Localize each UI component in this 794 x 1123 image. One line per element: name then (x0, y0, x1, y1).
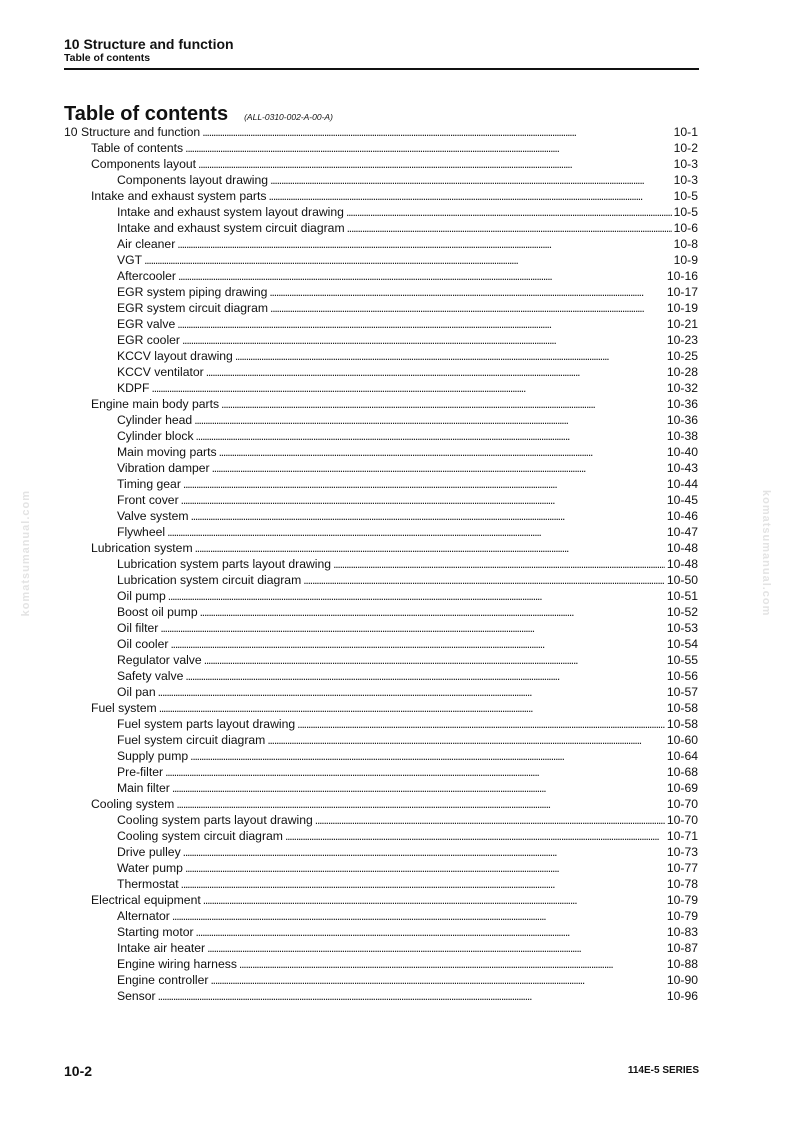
toc-entry-page: 10-23 (666, 333, 698, 347)
toc-entry-page: 10-50 (666, 573, 698, 587)
dot-leader (181, 876, 665, 892)
toc-entry-title: Intake and exhaust system layout drawing (117, 205, 344, 219)
toc-entry[interactable] (64, 588, 698, 604)
toc-entry-page: 10-17 (666, 285, 698, 299)
toc-entry-title: Timing gear (117, 477, 181, 491)
toc-entry[interactable] (64, 684, 698, 700)
toc-entry-page: 10-6 (673, 221, 698, 235)
toc-entry[interactable] (64, 236, 698, 252)
dot-leader (195, 540, 665, 556)
toc-entry-title: EGR valve (117, 317, 176, 331)
toc-entry-title: Fuel system circuit diagram (117, 733, 266, 747)
toc-entry-page: 10-32 (666, 381, 698, 395)
toc-entry-page: 10-60 (666, 733, 698, 747)
toc-entry-page: 10-43 (666, 461, 698, 475)
dot-leader (160, 620, 665, 636)
toc-entry-title: EGR cooler (117, 333, 180, 347)
toc-entry-title: Engine wiring harness (117, 957, 237, 971)
toc-entry-title: Water pump (117, 861, 183, 875)
dot-leader (185, 668, 664, 684)
toc-entry-title: Intake air heater (117, 941, 206, 955)
dot-leader (202, 124, 671, 140)
toc-entry-page: 10-5 (673, 205, 698, 219)
dot-leader (210, 972, 664, 988)
toc-entry-page: 10-53 (666, 621, 698, 635)
toc-entry-title: Front cover (117, 493, 179, 507)
dot-leader (165, 764, 665, 780)
toc-entry[interactable] (64, 636, 698, 652)
toc-entry[interactable] (64, 876, 698, 892)
toc-heading (64, 102, 333, 126)
toc-entry[interactable] (64, 716, 698, 732)
toc-entry[interactable] (64, 748, 698, 764)
dot-leader (221, 396, 665, 412)
dot-leader (268, 188, 671, 204)
toc-entry-page: 10-3 (673, 173, 698, 187)
dot-leader (190, 748, 665, 764)
dot-leader (159, 700, 665, 716)
toc-entry[interactable] (64, 156, 698, 172)
dot-leader (196, 428, 665, 444)
toc-entry-title: Air cleaner (117, 237, 176, 251)
toc-entry[interactable] (64, 860, 698, 876)
dot-leader (219, 444, 665, 460)
dot-leader (182, 332, 665, 348)
toc-entry[interactable] (64, 172, 698, 188)
toc-entry-page: 10-38 (666, 429, 698, 443)
toc-entry[interactable] (64, 764, 698, 780)
toc-entry-page: 10-88 (666, 957, 698, 971)
toc-entry-page: 10-70 (666, 813, 698, 827)
toc-entry-title: Oil pump (117, 589, 166, 603)
dot-leader (347, 220, 672, 236)
toc-entry-title: Safety valve (117, 669, 184, 683)
dot-leader (346, 204, 672, 220)
toc-entry[interactable] (64, 268, 698, 284)
toc-entry[interactable] (64, 492, 698, 508)
page-header (64, 36, 699, 70)
toc-entry-title: Cooling system parts layout drawing (117, 813, 313, 827)
toc-entry[interactable] (64, 540, 698, 556)
section-title: Table of contents (64, 52, 151, 64)
dot-leader (315, 812, 665, 828)
toc-entry[interactable] (64, 924, 698, 940)
toc-entry-title: Vibration damper (117, 461, 210, 475)
toc-entry-title: Boost oil pump (117, 605, 198, 619)
toc-entry-page: 10-83 (666, 925, 698, 939)
toc-entry-page: 10-79 (666, 909, 698, 923)
toc-entry[interactable] (64, 300, 698, 316)
toc-entry-page: 10-44 (666, 477, 698, 491)
toc-entry-page: 10-70 (666, 797, 698, 811)
dot-leader (158, 684, 665, 700)
toc-entry-title: Pre-filter (117, 765, 164, 779)
dot-leader (185, 860, 665, 876)
dot-leader (270, 300, 665, 316)
toc-entry-title: EGR system piping drawing (117, 285, 268, 299)
dot-leader (183, 476, 665, 492)
toc-entry-title: Cylinder block (117, 429, 194, 443)
toc-entry-page: 10-78 (666, 877, 698, 891)
dot-leader (170, 636, 664, 652)
toc-entry[interactable] (64, 252, 698, 268)
dot-leader (212, 460, 665, 476)
dot-leader (204, 652, 665, 668)
toc-entry-title: Valve system (117, 509, 189, 523)
toc-entry-title: Table of contents (91, 141, 184, 155)
toc-entry[interactable] (64, 188, 698, 204)
toc-entry-title: Main filter (117, 781, 170, 795)
toc-entry-title: Sensor (117, 989, 156, 1003)
toc-entry-title: Thermostat (117, 877, 179, 891)
toc-entry[interactable] (64, 364, 698, 380)
toc-entry-page: 10-57 (666, 685, 698, 699)
toc-entry-page: 10-64 (666, 749, 698, 763)
toc-entry-page: 10-90 (666, 973, 698, 987)
toc-entry-title: Cooling system circuit diagram (117, 829, 283, 843)
toc-entry-title: Lubrication system parts layout drawing (117, 557, 332, 571)
toc-entry[interactable] (64, 828, 698, 844)
toc-entry-title: Supply pump (117, 749, 189, 763)
toc-entry-title: Starting motor (117, 925, 194, 939)
toc-entry[interactable] (64, 444, 698, 460)
toc-entry-title: KDPF (117, 381, 150, 395)
toc-entry-page: 10-19 (666, 301, 698, 315)
dot-leader (235, 348, 665, 364)
watermark-left: komatsumanual.com (20, 490, 32, 617)
toc-entry-title: KCCV layout drawing (117, 349, 233, 363)
toc-entry[interactable] (64, 556, 698, 572)
toc-entry-title: Main moving parts (117, 445, 217, 459)
toc-entry-page: 10-54 (666, 637, 698, 651)
toc-entry-page: 10-47 (666, 525, 698, 539)
toc-entry[interactable] (64, 476, 698, 492)
toc-entry-title: Cooling system (91, 797, 175, 811)
dot-leader (183, 844, 665, 860)
dot-leader (177, 236, 671, 252)
toc-entry-page: 10-77 (666, 861, 698, 875)
toc-entry[interactable] (64, 396, 698, 412)
dot-leader (303, 572, 665, 588)
toc-entry-page: 10-58 (666, 717, 698, 731)
toc-entry-title: Oil pan (117, 685, 156, 699)
footer-page-number: 10-2 (64, 1063, 93, 1079)
dot-leader (152, 380, 665, 396)
dot-leader (185, 140, 671, 156)
toc-code: (ALL-0310-002-A-00-A) (244, 112, 333, 122)
dot-leader (297, 716, 665, 732)
toc-entry[interactable] (64, 348, 698, 364)
toc-entry[interactable] (64, 908, 698, 924)
toc-entry[interactable] (64, 972, 698, 988)
toc-entry-title: Fuel system parts layout drawing (117, 717, 296, 731)
toc-entry-page: 10-96 (666, 989, 698, 1003)
dot-leader (269, 284, 664, 300)
toc-entry-title: Regulator valve (117, 653, 202, 667)
toc-entry-title: Engine controller (117, 973, 209, 987)
toc-entry[interactable] (64, 956, 698, 972)
toc-entry-page: 10-25 (666, 349, 698, 363)
toc-entry[interactable] (64, 940, 698, 956)
dot-leader (176, 796, 665, 812)
toc-entry[interactable] (64, 604, 698, 620)
toc-entry-title: Aftercooler (117, 269, 176, 283)
toc-entry[interactable] (64, 316, 698, 332)
toc-entry-page: 10-2 (673, 141, 698, 155)
toc-entry-page: 10-73 (666, 845, 698, 859)
toc-entry[interactable] (64, 204, 698, 220)
toc-entry[interactable] (64, 220, 698, 236)
toc-entry-title: Oil cooler (117, 637, 169, 651)
toc-entry[interactable] (64, 988, 698, 1004)
toc-entry-page: 10-71 (666, 829, 698, 843)
toc-entry[interactable] (64, 332, 698, 348)
dot-leader (177, 316, 665, 332)
toc-entry-page: 10-8 (673, 237, 698, 251)
toc-entry[interactable] (64, 844, 698, 860)
toc-entry-title: Flywheel (117, 525, 166, 539)
toc-entry-page: 10-1 (673, 125, 698, 139)
toc-entry-page: 10-79 (666, 893, 698, 907)
dot-leader (158, 988, 665, 1004)
toc-entry-title: EGR system circuit diagram (117, 301, 269, 315)
toc-entry[interactable] (64, 380, 698, 396)
toc-entry[interactable] (64, 428, 698, 444)
toc-entry-title: VGT (117, 253, 143, 267)
toc-entry-page: 10-58 (666, 701, 698, 715)
toc-list (64, 124, 698, 1004)
toc-entry-page: 10-36 (666, 413, 698, 427)
toc-entry[interactable] (64, 732, 698, 748)
toc-entry-title: Engine main body parts (91, 397, 220, 411)
toc-entry[interactable] (64, 284, 698, 300)
toc-entry[interactable] (64, 812, 698, 828)
dot-leader (172, 908, 665, 924)
toc-entry[interactable] (64, 892, 698, 908)
dot-leader (191, 508, 665, 524)
toc-entry-page: 10-55 (666, 653, 698, 667)
toc-entry[interactable] (64, 140, 698, 156)
toc-entry-page: 10-69 (666, 781, 698, 795)
toc-entry-title: KCCV ventilator (117, 365, 204, 379)
toc-entry-page: 10-46 (666, 509, 698, 523)
toc-entry-page: 10-68 (666, 765, 698, 779)
toc-entry-title: Electrical equipment (91, 893, 201, 907)
toc-entry-title: Lubrication system (91, 541, 193, 555)
toc-entry-page: 10-52 (666, 605, 698, 619)
toc-entry-title: Components layout (91, 157, 197, 171)
toc-entry-page: 10-45 (666, 493, 698, 507)
dot-leader (144, 252, 672, 268)
toc-entry[interactable] (64, 652, 698, 668)
toc-entry[interactable] (64, 620, 698, 636)
toc-entry-page: 10-36 (666, 397, 698, 411)
dot-leader (203, 892, 665, 908)
chapter-title: 10 Structure and function (64, 36, 234, 52)
toc-entry-page: 10-48 (666, 541, 698, 555)
toc-entry[interactable] (64, 668, 698, 684)
toc-entry-page: 10-28 (666, 365, 698, 379)
dot-leader (172, 780, 665, 796)
toc-entry-page: 10-56 (666, 669, 698, 683)
toc-entry-page: 10-51 (666, 589, 698, 603)
toc-entry-page: 10-21 (666, 317, 698, 331)
dot-leader (198, 156, 672, 172)
toc-entry-title: Cylinder head (117, 413, 193, 427)
toc-entry-page: 10-5 (673, 189, 698, 203)
dot-leader (168, 588, 665, 604)
watermark-right: komatsumanual.com (760, 490, 772, 617)
toc-entry-title: Oil filter (117, 621, 159, 635)
toc-entry-title: Drive pulley (117, 845, 181, 859)
toc-entry-title: 10 Structure and function (64, 125, 201, 139)
toc-entry[interactable] (64, 780, 698, 796)
toc-entry[interactable] (64, 700, 698, 716)
toc-entry-title: Components layout drawing (117, 173, 269, 187)
toc-entry[interactable] (64, 460, 698, 476)
toc-entry[interactable] (64, 508, 698, 524)
toc-entry-page: 10-9 (673, 253, 698, 267)
toc-entry-page: 10-40 (666, 445, 698, 459)
toc-entry-title: Lubrication system circuit diagram (117, 573, 302, 587)
dot-leader (239, 956, 665, 972)
dot-leader (167, 524, 665, 540)
toc-entry-page: 10-3 (673, 157, 698, 171)
toc-entry[interactable] (64, 412, 698, 428)
dot-leader (285, 828, 665, 844)
toc-entry[interactable] (64, 124, 698, 140)
toc-entry-page: 10-16 (666, 269, 698, 283)
toc-entry[interactable] (64, 572, 698, 588)
dot-leader (194, 412, 665, 428)
dot-leader (196, 924, 665, 940)
toc-entry-page: 10-48 (666, 557, 698, 571)
toc-title: Table of contents (64, 103, 229, 125)
dot-leader (270, 172, 672, 188)
dot-leader (207, 940, 665, 956)
toc-entry[interactable] (64, 524, 698, 540)
dot-leader (181, 492, 665, 508)
dot-leader (206, 364, 665, 380)
toc-entry-title: Fuel system (91, 701, 157, 715)
toc-entry-title: Alternator (117, 909, 170, 923)
toc-entry[interactable] (64, 796, 698, 812)
dot-leader (267, 732, 665, 748)
toc-entry-title: Intake and exhaust system circuit diagram (117, 221, 345, 235)
dot-leader (200, 604, 665, 620)
toc-entry-page: 10-87 (666, 941, 698, 955)
dot-leader (178, 268, 665, 284)
footer-series: 114E-5 SERIES (627, 1065, 699, 1076)
dot-leader (333, 556, 665, 572)
toc-entry-title: Intake and exhaust system parts (91, 189, 267, 203)
